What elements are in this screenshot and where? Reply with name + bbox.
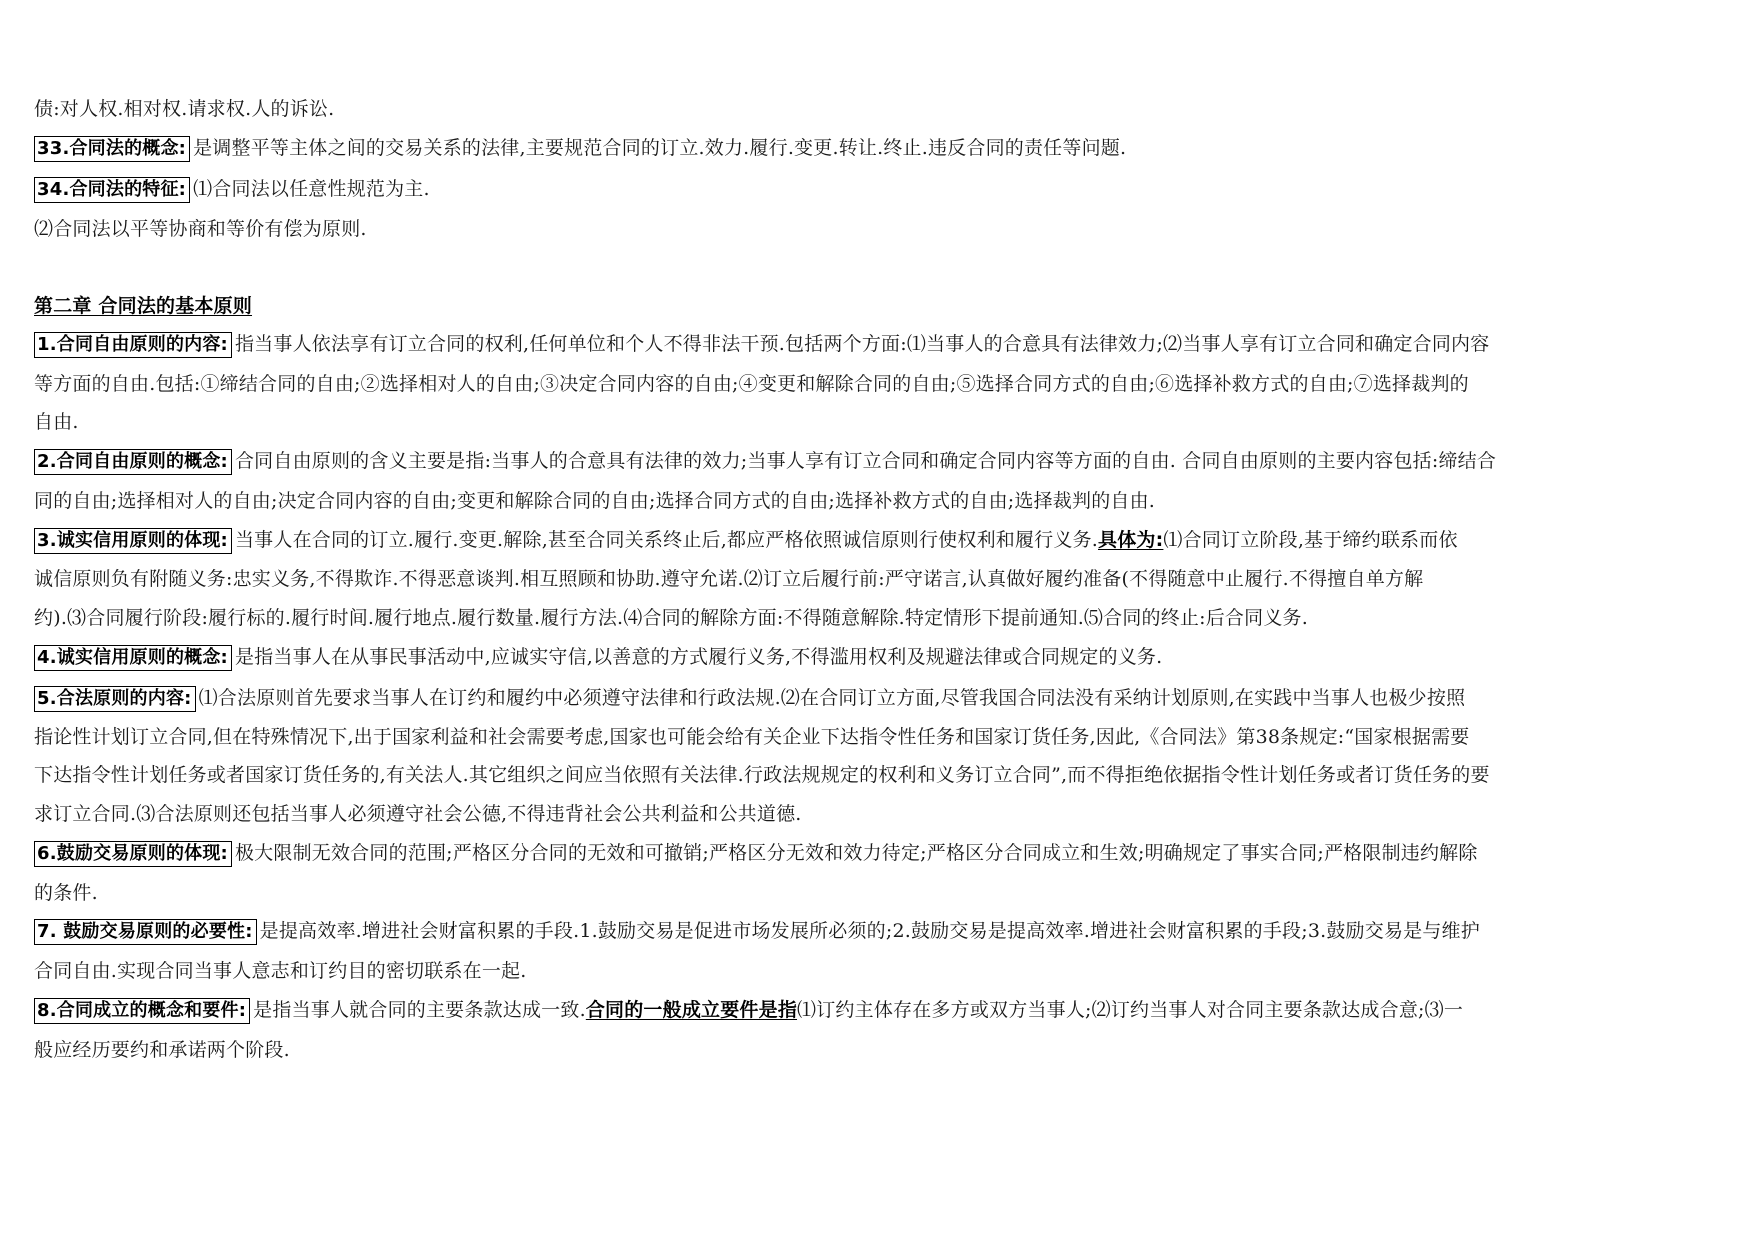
- definition-text: 自由.: [34, 411, 79, 433]
- definition-text: ⑴合同法以任意性规范为主.: [193, 178, 430, 200]
- item-4: [34, 644, 1730, 671]
- definition-text: 求订立合同.⑶合法原则还包括当事人必须遵守社会公德,不得违背社会公共利益和公共道德.: [34, 803, 802, 825]
- term-label: 6.鼓励交易原则的体现:: [34, 841, 232, 867]
- definition-text: 是指当事人在从事民事活动中,应诚实守信,以善意的方式履行义务,不得滥用权利及规避法律或合同规定的义务.: [234, 646, 1163, 668]
- item-5: [34, 685, 1730, 712]
- definition-text: 的条件.: [34, 882, 98, 904]
- item-7: [34, 918, 1730, 945]
- emphasis-text: 合同的一般成立要件是指: [585, 999, 798, 1021]
- definition-text: 等方面的自由.包括:①缔结合同的自由;②选择相对人的自由;③决定合同内容的自由;④变更和解除合同的自由;⑤选择合同方式的自由;⑥选择补救方式的自由;⑦选择裁判的: [34, 373, 1469, 395]
- definition-text: 指论性计划订立合同,但在特殊情况下,出于国家利益和社会需要考虑,国家也可能会给有关企业下达指令性任务和国家订货任务,因此,《合同法》第38条规定:“国家根据需要: [34, 726, 1470, 748]
- item-34: [34, 176, 1730, 203]
- paragraph-line: [34, 762, 1730, 788]
- term-label: 1.合同自由原则的内容:: [34, 332, 232, 358]
- term-label: 8.合同成立的概念和要件:: [34, 998, 250, 1024]
- item-3: [34, 527, 1730, 554]
- definition-text: 合同自由原则的含义主要是指:当事人的合意具有法律的效力;当事人享有订立合同和确定合同内容等方面的自由. 合同自由原则的主要内容包括:缔结合: [234, 450, 1497, 472]
- paragraph-line: [34, 96, 1730, 122]
- term-label: 5.合法原则的内容:: [34, 686, 196, 712]
- paragraph-line: [34, 216, 1730, 242]
- paragraph-line: [34, 880, 1730, 906]
- paragraph-text: 债:对人权.相对权.请求权.人的诉讼.: [34, 98, 335, 120]
- definition-text: ⑴订约主体存在多方或双方当事人;⑵订约当事人对合同主要条款达成合意;⑶一: [797, 999, 1464, 1021]
- emphasis-text: 具体为:: [1098, 529, 1164, 551]
- paragraph-line: [34, 958, 1730, 984]
- definition-text: 约).⑶合同履行阶段:履行标的.履行时间.履行地点.履行数量.履行方法.⑷合同的解除方面:不得随意解除.特定情形下提前通知.⑸合同的终止:后合同义务.: [34, 607, 1308, 629]
- definition-text: 极大限制无效合同的范围;严格区分合同的无效和可撤销;严格区分无效和效力待定;严格区分合同成立和生效;明确规定了事实合同;严格限制违约解除: [234, 842, 1478, 864]
- definition-text: ⑵合同法以平等协商和等价有偿为原则.: [34, 218, 367, 240]
- term-label: 34.合同法的特征:: [34, 177, 190, 203]
- definition-text: 般应经历要约和承诺两个阶段.: [34, 1039, 290, 1061]
- definition-text: 是指当事人就合同的主要条款达成一致.: [253, 999, 586, 1021]
- definition-text: 是调整平等主体之间的交易关系的法律,主要规范合同的订立.效力.履行.变更.转让.终止.违反合同的责任等问题.: [193, 137, 1127, 159]
- paragraph-line: [34, 371, 1730, 397]
- definition-text: 下达指令性计划任务或者国家订货任务的,有关法人.其它组织之间应当依照有关法律.行政法规规定的权利和义务订立合同”,而不得拒绝依据指令性计划任务或者订货任务的要: [34, 764, 1490, 786]
- paragraph-line: [34, 801, 1730, 827]
- item-6: [34, 840, 1730, 867]
- item-2: [34, 448, 1730, 475]
- chapter-title: 第二章 合同法的基本原则: [34, 295, 253, 317]
- definition-text: 诚信原则负有附随义务:忠实义务,不得欺诈.不得恶意谈判.相互照顾和协助.遵守允诺.⑵订立后履行前:严守诺言,认真做好履约准备(不得随意中止履行.不得擅自单方解: [34, 568, 1424, 590]
- paragraph-line: [34, 488, 1730, 514]
- item-1: [34, 331, 1730, 358]
- chapter-heading: [34, 293, 1730, 319]
- item-8: [34, 997, 1730, 1024]
- definition-text: ⑴合法原则首先要求当事人在订约和履约中必须遵守法律和行政法规.⑵在合同订立方面,尽管我国合同法没有采纳计划原则,在实践中当事人也极少按照: [198, 687, 1466, 709]
- definition-text: 合同自由.实现合同当事人意志和订约目的密切联系在一起.: [34, 960, 527, 982]
- definition-text: ⑴合同订立阶段,基于缔约联系而依: [1163, 529, 1458, 551]
- definition-text: 指当事人依法享有订立合同的权利,任何单位和个人不得非法干预.包括两个方面:⑴当事人的合意具有法律效力;⑵当事人享有订立合同和确定合同内容: [234, 333, 1490, 355]
- term-label: 4.诚实信用原则的概念:: [34, 645, 232, 671]
- item-33: [34, 135, 1730, 162]
- definition-text: 当事人在合同的订立.履行.变更.解除,甚至合同关系终止后,都应严格依照诚信原则行使权利和履行义务.: [234, 529, 1099, 551]
- term-label: 33.合同法的概念:: [34, 136, 190, 162]
- paragraph-line: [34, 566, 1730, 592]
- definition-text: 同的自由;选择相对人的自由;决定合同内容的自由;变更和解除合同的自由;选择合同方式的自由;选择补救方式的自由;选择裁判的自由.: [34, 490, 1156, 512]
- term-label: 2.合同自由原则的概念:: [34, 449, 232, 475]
- term-label: 7. 鼓励交易原则的必要性:: [34, 919, 257, 945]
- paragraph-line: [34, 724, 1730, 750]
- definition-text: 是提高效率.增进社会财富积累的手段.1.鼓励交易是促进市场发展所必须的;2.鼓励交易是提高效率.增进社会财富积累的手段;3.鼓励交易是与维护: [259, 920, 1480, 942]
- paragraph-line: [34, 409, 1730, 435]
- paragraph-line: [34, 1037, 1730, 1063]
- term-label: 3.诚实信用原则的体现:: [34, 528, 232, 554]
- paragraph-line: [34, 605, 1730, 631]
